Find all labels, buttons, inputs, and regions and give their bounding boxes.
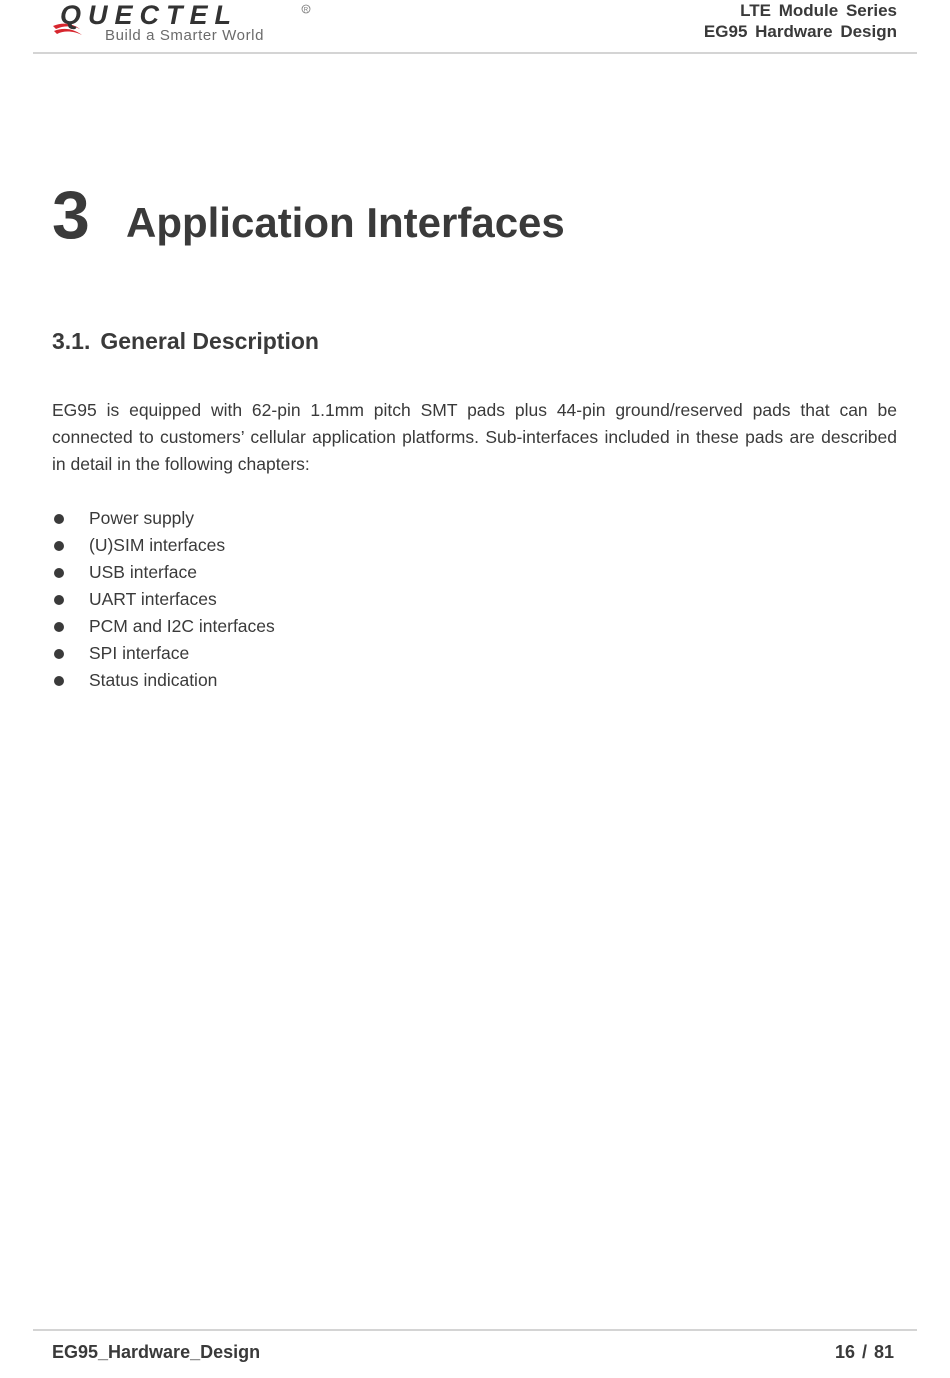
bullet-icon — [54, 514, 64, 524]
series-title: LTE Module Series — [740, 1, 897, 20]
section-number: 3.1. — [52, 328, 91, 354]
page-header — [0, 0, 950, 56]
logo-wordmark: QUECTEL — [60, 0, 239, 30]
body-paragraph: EG95 is equipped with 62-pin 1.1mm pitch SMT pads plus 44-pin ground/reserved pads that can be connected to customers’ cellular application platforms. Sub-interfaces included in these pads are described in detail in the following chapters: — [52, 400, 897, 474]
svg-text:R: R — [303, 7, 309, 14]
header-titles — [704, 0, 897, 42]
list-item-text: Status indication — [89, 670, 218, 690]
chapter-number: 3 — [52, 177, 90, 253]
footer-divider — [33, 1329, 917, 1331]
chapter-title: Application Interfaces — [126, 199, 565, 246]
header-divider — [33, 52, 917, 54]
bullet-icon — [54, 649, 64, 659]
section-heading — [52, 328, 319, 355]
bullet-icon — [54, 595, 64, 605]
footer-document-name: EG95_Hardware_Design — [52, 1342, 261, 1362]
bullet-icon — [54, 541, 64, 551]
list-item-text: USB interface — [89, 562, 197, 582]
bullet-icon — [54, 622, 64, 632]
list-item-text: PCM and I2C interfaces — [89, 616, 275, 636]
document-title: EG95 Hardware Design — [703, 22, 897, 41]
list-item-text: Power supply — [89, 508, 195, 528]
section-title: General Description — [100, 328, 319, 354]
logo-tagline: Build a Smarter World — [105, 27, 265, 44]
list-item-text: SPI interface — [89, 643, 190, 663]
quectel-logo — [50, 0, 320, 48]
page-number: 16 / 81 — [834, 1342, 894, 1362]
bullet-icon — [54, 676, 64, 686]
bullet-icon — [54, 568, 64, 578]
list-item-text: UART interfaces — [89, 589, 217, 609]
list-item-text: (U)SIM interfaces — [89, 535, 226, 555]
